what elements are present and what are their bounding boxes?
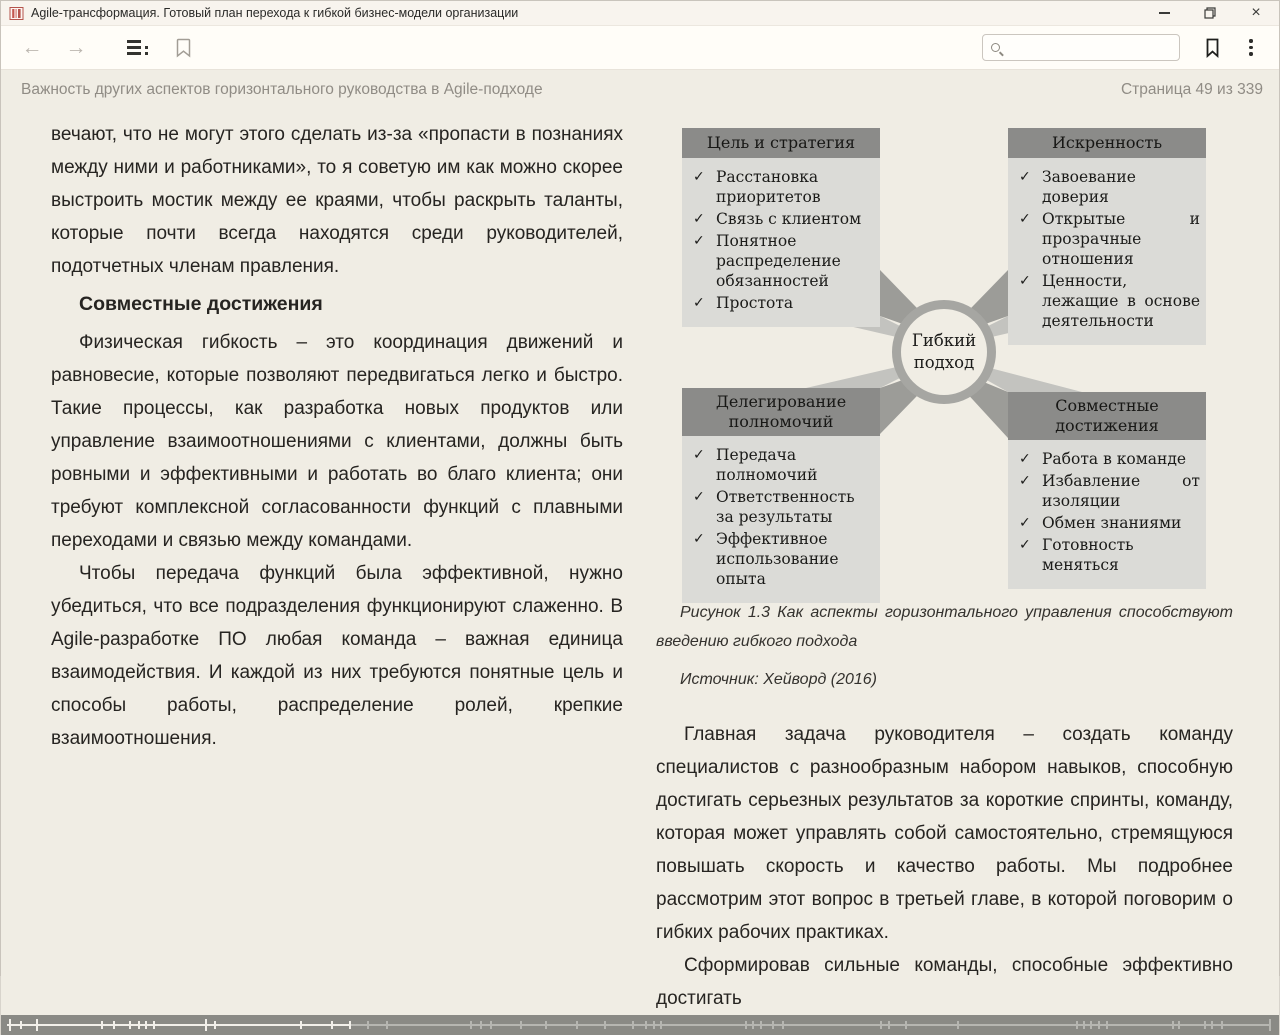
slider-tick [772, 1021, 774, 1029]
slider-tick [349, 1021, 351, 1029]
section-heading: Совместные достижения [79, 293, 323, 315]
bookmark-outline-icon [175, 38, 192, 58]
slider-tick [745, 1021, 747, 1029]
figure-box-list [1008, 158, 1206, 345]
figure-center-circle: Гибкий подход [892, 300, 996, 404]
slider-tick [480, 1021, 482, 1029]
slider-tick [957, 1021, 959, 1029]
slider-tick [1083, 1021, 1085, 1029]
slider-tick [490, 1021, 492, 1029]
table-of-contents-button[interactable] [127, 40, 149, 55]
slider-tick [1221, 1021, 1223, 1029]
window-controls [1141, 1, 1279, 25]
search-box [982, 34, 1180, 61]
slider-tick [9, 1019, 11, 1031]
toolbar [1, 26, 1279, 70]
list-item: ✓ Избавление от изоляции [1019, 472, 1200, 510]
slider-tick [1172, 1021, 1174, 1029]
check-icon: ✓ [1019, 211, 1031, 227]
minimize-icon [1159, 12, 1170, 14]
slider-tick [470, 1021, 472, 1029]
figure-box-delegation [682, 388, 880, 603]
figure-box-goal-strategy [682, 128, 880, 327]
minimize-button[interactable] [1141, 1, 1187, 25]
figure-box-list [682, 158, 880, 327]
progress-line-unread [349, 1024, 1270, 1026]
check-icon: ✓ [693, 489, 705, 505]
paragraph: Чтобы передача функций была эффективной, нужно убедиться, что все подразделения функционируют слаженно. В Agile-разработке ПО любая команда – важная единица взаимодействия. И каждой из них требуются понятные цель и способы работы, распределение ролей, крепкие взаимоотношения. [51, 563, 623, 749]
slider-tick [905, 1021, 907, 1029]
right-text-column [656, 118, 1233, 1015]
slider-tick [1090, 1021, 1092, 1029]
table-of-contents-icon [127, 40, 149, 55]
list-item: ✓ Передача полномочий [693, 446, 818, 484]
slider-tick [545, 1021, 547, 1029]
slider-tick [752, 1021, 754, 1029]
slider-tick [331, 1021, 333, 1029]
list-item: ✓ Связь с клиентом [693, 210, 862, 228]
slider-tick [888, 1021, 890, 1029]
slider-tick [880, 1021, 882, 1029]
restore-icon [1204, 7, 1216, 19]
list-item: ✓ Расстановка приоритетов [693, 168, 821, 206]
slider-tick [145, 1021, 147, 1029]
paragraph: Главная задача руководителя – создать команду специалистов с разнообразным набором навыков, способную достигать серьезных результатов за короткие спринты, команду, которая может управлять собой самостоятельно, стремящуюся повышать скорость и качество работы. Мы подробнее рассмотрим этот вопрос в третьей главе, в которой поговорим о гибких рабочих практиках. [656, 724, 1233, 943]
title-bar [1, 1, 1279, 26]
list-item: ✓ Готовность меняться [1019, 536, 1134, 574]
list-item: ✓ Понятное распределение обязанностей [693, 232, 841, 290]
book-page [1, 110, 1279, 1015]
check-icon: ✓ [693, 447, 705, 463]
slider-tick [632, 1021, 634, 1029]
figure-box-sincerity [1008, 128, 1206, 345]
list-item: ✓ Ценности, лежащие в основе деятельности [1019, 272, 1200, 330]
slider-tick [782, 1021, 784, 1029]
restore-button[interactable] [1187, 1, 1233, 25]
list-item: ✓ Открытые и прозрачные отношения [1019, 210, 1200, 268]
check-icon: ✓ [1019, 273, 1031, 289]
search-icon [991, 43, 1000, 52]
list-item: ✓ Обмен знаниями [1019, 514, 1182, 532]
figure-source: Источник: Хейворд (2016) [680, 671, 878, 688]
list-item: ✓ Эффективное использование опыта [693, 530, 839, 588]
slider-tick [138, 1021, 140, 1029]
slider-tick [760, 1021, 762, 1029]
figure-caption: Рисунок 1.3 Как аспекты горизонтального управления способствуют введению гибкого подхода [656, 604, 1233, 650]
search-input[interactable] [1007, 40, 1183, 55]
check-icon: ✓ [693, 531, 705, 547]
slider-tick [367, 1021, 369, 1029]
left-text-column [51, 118, 623, 1015]
slider-tick [20, 1021, 22, 1029]
chapter-title: Важность других аспектов горизонтального руководства в Agile-подходе [21, 81, 543, 98]
slider-tick [1098, 1021, 1100, 1029]
slider-tick [1106, 1021, 1108, 1029]
check-icon: ✓ [1019, 169, 1031, 185]
slider-tick [660, 1021, 662, 1029]
menu-button[interactable] [1241, 39, 1261, 55]
list-item: ✓ Работа в команде [1019, 450, 1187, 468]
paragraph: вечают, что не могут этого сделать из-за «пропасти в познаниях между ними и работниками», то я советую им как можно скорее выстроить мостик между ее краями, чтобы раскрыть таланты, которые почти всегда находятся среди руководителей, подотчетных членам правления. [51, 124, 623, 277]
progress-slider[interactable] [1, 1015, 1279, 1035]
check-icon: ✓ [693, 233, 705, 249]
paragraph: Физическая гибкость – это координация движений и равновесие, которые позволяют передвигаться легко и быстро. Такие процессы, как разработка новых продуктов или управление взаимоотношениями с клиентами, должны быть ровными и эффективными и работать во благо клиента; они требуют комплексной согласованности функций с плавными переходами и связью между командами. [51, 332, 623, 551]
slider-tick [1076, 1021, 1078, 1029]
slider-tick [1178, 1021, 1180, 1029]
check-icon: ✓ [693, 211, 705, 227]
slider-tick [1204, 1021, 1206, 1029]
slider-tick [386, 1021, 388, 1029]
slider-tick [205, 1019, 207, 1031]
figure-diagram [656, 120, 1233, 588]
page-indicator: Страница 49 из 339 [1120, 81, 1263, 98]
kebab-menu-icon [1249, 39, 1252, 55]
figure-box-joint-achievements [1008, 392, 1206, 589]
list-item: ✓ Завоевание доверия [1019, 168, 1136, 206]
close-icon: × [1251, 4, 1261, 21]
add-bookmark-button[interactable] [1204, 38, 1221, 58]
slider-tick [153, 1021, 155, 1029]
slider-tick [214, 1021, 216, 1029]
slider-tick [113, 1021, 115, 1029]
back-button[interactable] [17, 36, 47, 60]
slider-tick [520, 1021, 522, 1029]
check-icon: ✓ [1019, 473, 1031, 489]
slider-tick [645, 1021, 647, 1029]
bookmarks-list-button[interactable] [175, 38, 192, 58]
slider-tick [101, 1021, 103, 1029]
slider-tick [129, 1021, 131, 1029]
progress-line-read [7, 1024, 348, 1026]
figure-box-title: Цель и стратегия [682, 128, 880, 158]
slider-tick [604, 1021, 606, 1029]
slider-tick [36, 1019, 38, 1031]
forward-button[interactable] [61, 36, 91, 60]
slider-tick [300, 1021, 302, 1029]
list-item: ✓ Простота [693, 294, 794, 312]
slider-tick [1211, 1021, 1213, 1029]
check-icon: ✓ [693, 295, 705, 311]
bookmark-icon [1204, 38, 1221, 58]
list-item: ✓ Ответственность за результаты [693, 488, 855, 526]
check-icon: ✓ [1019, 515, 1031, 531]
forward-arrow-icon: → [65, 35, 87, 59]
slider-tick [576, 1021, 578, 1029]
check-icon: ✓ [1019, 451, 1031, 467]
slider-tick [1269, 1019, 1271, 1031]
figure-box-title: Искренность [1008, 128, 1206, 158]
figure-box-title: Совместные достижения [1008, 392, 1206, 440]
figure-box-list [682, 436, 880, 603]
slider-tick [653, 1021, 655, 1029]
paragraph: Сформировав сильные команды, способные эффективно достигать [656, 955, 1233, 1009]
check-icon: ✓ [693, 169, 705, 185]
check-icon: ✓ [1019, 537, 1031, 553]
close-button[interactable] [1233, 1, 1279, 25]
book-icon [9, 6, 24, 21]
figure-box-title: Делегирование полномочий [682, 388, 880, 436]
page-header [1, 70, 1279, 110]
window-title: Agile-трансформация. Готовый план перехода к гибкой бизнес-модели организации [31, 6, 519, 20]
figure-box-list [1008, 440, 1206, 589]
back-arrow-icon: ← [21, 35, 43, 59]
